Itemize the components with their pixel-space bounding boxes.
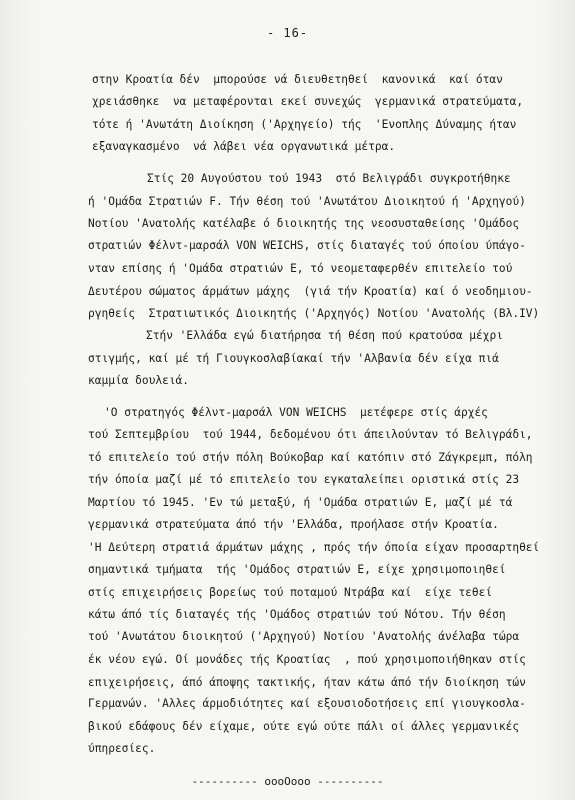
text-line: ργηθείς Στρατιωτικός Διοικητής ('Αρχηγός) Νοτίου 'Ανατολής (Βλ.IV) <box>88 307 540 320</box>
text-line: τότε ή 'Ανωτάτη Διοίκηση ('Αρχηγείο) τής 'Ενοπλης Δύναμης ήταν <box>92 118 517 131</box>
text-line: σημαντικά τμήματα τής 'Ομάδος στρατιών Ε, είχε χρησιμοποιηθεί <box>88 563 506 576</box>
text-line: στιγμής, καί μέ τή Γιουγκοσλαβίακαί τήν 'Αλβανία δέν είχα πιά <box>88 352 499 365</box>
end-separator: ---------- oooOooo ---------- <box>191 775 384 788</box>
text-line: βικού εδάφους δέν είχαμε, ούτε εγώ ούτε πάλι οί άλλες γερμανικές <box>88 720 520 733</box>
text-line: Στήν 'Ελλάδα εγώ διατήρησα τή θέση πού κρατούσα μέχρι <box>146 329 503 342</box>
text-line: εξαναγκασμένο νά λάβει νέα οργανωτικά μέτρα. <box>92 140 396 153</box>
text-line: Μαρτίου τό 1945. 'Εν τώ μεταξύ, ή 'Ομάδα στρατιών Ε, μαζί μέ τά <box>88 496 513 509</box>
text-line: 'Η Δεύτερη στρατιά άρμάτων μάχης , πρός τήν όποία είχαν προσαρτηθεί <box>88 541 540 554</box>
text-line: έκ νέου εγώ. Οί μονάδες τής Κροατίας , πού χρησιμοποιήθηκαν στίς <box>88 653 526 666</box>
text-line: Δευτέρου σώματος άρμάτων μάχης (γιά τήν Κροατία) καί ό νεοδημιου- <box>88 285 533 298</box>
text-line: τήν όποία μαζί μέ τό επιτελείο του εγκαταλείπει οριστικά στίς 23 <box>88 473 520 486</box>
text-line: τού Σεπτεμβρίου τού 1944, δεδομένου ότι άπειλούνταν τό Βελιγράδι, <box>88 428 533 441</box>
text-line: ύπηρεσίες. <box>88 742 156 755</box>
text-line: τού 'Ανωτάτου διοικητού ('Αρχηγού) Νοτίου 'Ανατολής άνέλαβα τώρα <box>88 630 520 643</box>
text-line: στίς επιχειρήσεις βορείως τού ποταμού Ντράβα καί είχε τεθεί <box>88 586 493 599</box>
text-line: νταν επίσης ή 'Ομάδα στρατιών Ε, τό νεομεταφερθέν επιτελείο τού <box>88 262 513 275</box>
text-line: στρατιών Φέλντ-μαρσάλ VON WEICHS, στίς διαταγές τού όποίου ύπάγο- <box>88 239 526 252</box>
text-line: χρειάσθηκε να μεταφέρονται εκεί συνεχώς γερμανικά στρατεύματα, <box>92 95 524 108</box>
text-line: τό επιτελείο τού στήν πόλη Βούκοβαρ καί κατόπιν στό Ζάγκρεμπ, πόλη <box>88 451 533 464</box>
text-line: 'Ο στρατηγός Φέλντ-μαρσάλ VON WEICHS μετέφερε στίς άρχές <box>104 406 488 419</box>
text-line: γερμανικά στρατεύματα άπό τήν 'Ελλάδα, προήλασε στήν Κροατία. <box>88 518 499 531</box>
text-line: επιχειρήσεις, άπό άποψης τακτικής, ήταν κάτω άπό τήν διοίκηση τών <box>88 676 526 689</box>
text-line: καμμία δουλειά. <box>88 374 190 387</box>
text-line: κάτω άπό τίς διαταγές τής 'Ομάδος στρατιών τού Νότου. Τήν θέση <box>88 608 506 621</box>
text-line: Νοτίου 'Ανατολής κατέλαβε ό διοικητής της νεοσυσταθείσης 'Ομάδος <box>88 217 520 230</box>
page-number: - 16- <box>266 26 309 40</box>
text-line: Στίς 20 Αυγούστου τού 1943 στό Βελιγράδι συγκροτήθηκε <box>147 172 511 185</box>
text-line: Γερμανών. 'Αλλες άρμοδιότητες καί εξουσιοδοτήσεις επί γιουγκοσλα- <box>88 697 526 710</box>
text-line: στην Κροατία δέν μπορούσε νά διευθετηθεί κανονικά καί όταν <box>92 73 503 86</box>
text-line: ή 'Ομάδα Στρατιών F. Τήν θέση τού 'Ανωτάτου Διοικητού ή 'Αρχηγού) <box>88 195 526 208</box>
